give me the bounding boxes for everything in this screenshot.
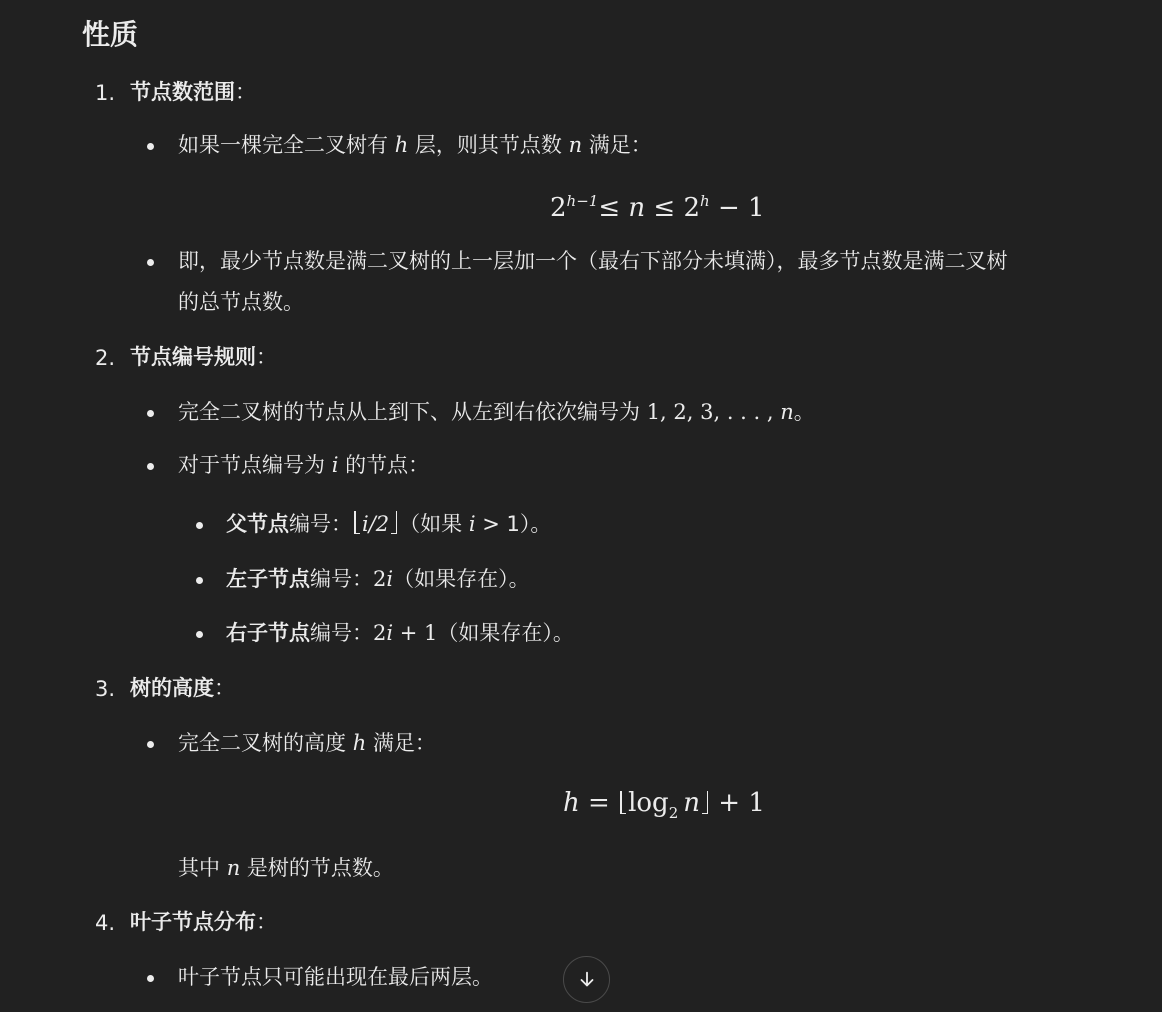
item-4-colon: ： — [256, 910, 277, 934]
item-1-colon: ： — [235, 80, 256, 104]
parent-node-condition-var: i — [468, 512, 476, 536]
formula-var-n: n — [628, 193, 646, 223]
item-2-bullet-2 — [178, 449, 429, 482]
item-4-number: 4. — [95, 911, 116, 935]
height-formula-log: log — [628, 788, 669, 818]
item-3-formula — [563, 788, 765, 822]
item-1-bullet-1-text-c: 满足： — [582, 133, 652, 157]
item-3-bullet-var-h: h — [352, 731, 367, 755]
floor-left-bracket — [353, 510, 361, 536]
item-3-colon: ： — [214, 676, 235, 700]
item-3-note — [178, 852, 394, 885]
parent-node-formula: i/2 — [362, 512, 390, 536]
item-2-number: 2. — [95, 346, 116, 370]
formula-exponent-2: h — [700, 192, 710, 210]
subbullet-right-child — [226, 617, 574, 650]
item-3-heading-line — [130, 672, 235, 705]
bullet-marker — [147, 143, 154, 150]
bullet-marker — [147, 975, 154, 982]
floor-left-bracket — [619, 790, 627, 816]
item-1-heading: 节点数范围 — [130, 80, 235, 104]
right-child-text: 编号： — [310, 621, 373, 645]
item-1-bullet-2-line-1: 即，最少节点数是满二叉树的上一层加一个（最右下部分未填满），最多节点数是满二叉树 — [178, 249, 1008, 273]
scroll-down-button[interactable] — [563, 956, 610, 1003]
item-1-bullet-1-text-a: 如果一棵完全二叉树有 — [178, 133, 395, 157]
item-2-bullet-1 — [178, 396, 815, 429]
item-1-formula — [550, 192, 765, 223]
formula-leq-2: ≤ — [645, 193, 684, 223]
item-2-bullet-1-var-n: n — [780, 400, 794, 424]
item-2-bullet-1-prefix: 完全二叉树的节点从上到下、从左到右依次编号为 — [178, 400, 647, 424]
item-3-note-var-n: n — [226, 856, 241, 880]
item-1-bullet-2-line-2: 的总节点数。 — [178, 290, 304, 314]
item-3-bullet-suffix: 满足： — [366, 731, 436, 755]
item-2-bullet-2-suffix: 的节点： — [338, 453, 430, 477]
bullet-marker — [147, 463, 154, 470]
item-2-bullet-2-prefix: 对于节点编号为 — [178, 453, 332, 477]
parent-node-condition-prefix: （如果 — [399, 512, 469, 536]
left-child-tail: （如果存在）。 — [393, 567, 530, 591]
parent-node-label: 父节点 — [226, 512, 289, 536]
item-3-bullet — [178, 727, 436, 760]
floor-right-bracket — [390, 510, 398, 536]
formula-exponent-1: h−1 — [566, 192, 599, 210]
subbullet-marker — [196, 631, 203, 638]
item-1-heading-line — [130, 76, 256, 109]
height-formula-tail: + 1 — [710, 788, 765, 818]
height-formula-log-base: 2 — [668, 804, 679, 822]
section-title: 性质 — [82, 18, 139, 51]
parent-node-condition-suffix: > 1）。 — [475, 512, 552, 536]
item-2-heading-line — [130, 341, 277, 374]
item-2-bullet-2-var-i: i — [331, 453, 339, 477]
item-3-bullet-prefix: 完全二叉树的高度 — [178, 731, 353, 755]
right-child-var: i — [386, 621, 394, 645]
item-4-bullet: 叶子节点只可能出现在最后两层。 — [178, 965, 493, 989]
subbullet-marker — [196, 522, 203, 529]
subbullet-marker — [196, 577, 203, 584]
right-child-tail: （如果存在）。 — [437, 621, 574, 645]
height-formula-lhs: h — [563, 788, 580, 818]
item-1-bullet-1-var-h: h — [394, 133, 409, 157]
item-2-colon: ： — [256, 345, 277, 369]
item-1-number: 1. — [95, 81, 116, 105]
height-formula-var-n: n — [683, 788, 700, 818]
item-3-heading: 树的高度 — [130, 676, 214, 700]
item-4-heading: 叶子节点分布 — [130, 910, 256, 934]
bullet-marker — [147, 741, 154, 748]
bullet-marker — [147, 259, 154, 266]
formula-base-1: 2 — [550, 193, 567, 223]
subbullet-left-child — [226, 563, 530, 596]
left-child-coefficient: 2 — [373, 567, 387, 591]
right-child-formula-tail: + 1 — [393, 621, 438, 645]
left-child-text: 编号： — [310, 567, 373, 591]
left-child-var: i — [386, 567, 394, 591]
floor-right-bracket — [701, 790, 709, 816]
item-1-bullet-1 — [178, 129, 652, 162]
item-1-bullet-1-text-b: 层，则其节点数 — [408, 133, 569, 157]
item-2-heading: 节点编号规则 — [130, 345, 256, 369]
height-formula-equals: = — [579, 788, 619, 818]
item-4-heading-line — [130, 906, 277, 939]
arrow-down-icon — [576, 969, 598, 991]
item-2-bullet-1-suffix: 。 — [793, 400, 815, 424]
item-3-note-prefix: 其中 — [178, 856, 227, 880]
item-1-bullet-1-var-n: n — [568, 133, 583, 157]
item-3-number: 3. — [95, 677, 116, 701]
item-3-note-suffix: 是树的节点数。 — [240, 856, 394, 880]
bullet-marker — [147, 410, 154, 417]
right-child-label: 右子节点 — [226, 621, 310, 645]
left-child-label: 左子节点 — [226, 567, 310, 591]
item-2-bullet-1-sequence: 1, 2, 3, . . . , — [646, 400, 781, 424]
subbullet-parent — [226, 508, 551, 541]
formula-tail: − 1 — [709, 193, 765, 223]
formula-base-2: 2 — [683, 193, 701, 223]
parent-node-text: 编号： — [289, 512, 352, 536]
formula-leq-1: ≤ — [598, 193, 629, 223]
right-child-coefficient: 2 — [373, 621, 387, 645]
